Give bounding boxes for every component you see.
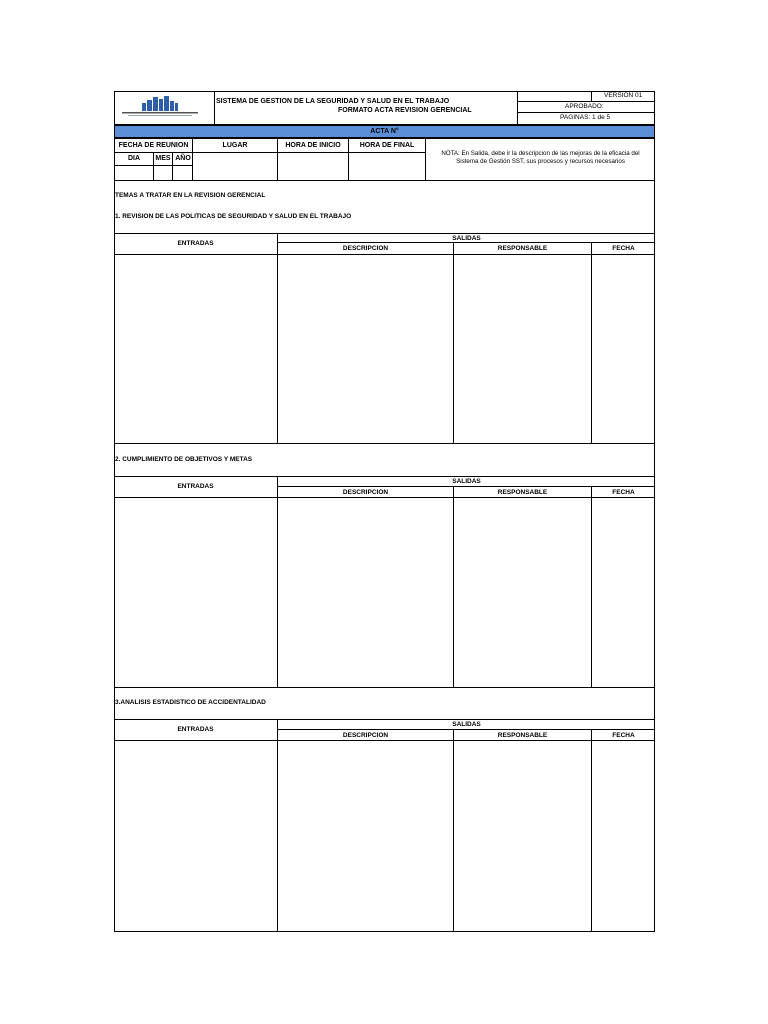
anio-label: AÑO (175, 155, 191, 162)
version-text: VERSION 01 (604, 92, 643, 99)
mes-label: MES (155, 155, 171, 162)
nota-line-2: Sistema de Gestión SST, sus procesos y recursos necesarios (456, 158, 625, 165)
company-logo (114, 91, 214, 123)
fecha-label-1: FECHA (612, 245, 635, 252)
acta-label: ACTA N° (370, 128, 399, 135)
paginas-text: PAGINAS: 1 de 5 (560, 114, 611, 121)
salidas-label-1: SALIDAS (452, 235, 481, 242)
aprobado-text: APROBADO: (565, 103, 604, 110)
fecha-label-3: FECHA (612, 732, 635, 739)
frame-bottom (114, 931, 655, 932)
section-title-2: 2. CUMPLIMIENTO DE OBJETIVOS Y METAS (115, 456, 253, 463)
lugar-label: LUGAR (222, 142, 248, 149)
nota-line-1: NOTA: En Salida, debe ir la descripcion de las mejoras de la eficacia del (441, 150, 640, 157)
entradas-label-1: ENTRADAS (177, 240, 214, 247)
responsable-label-3: RESPONSABLE (497, 732, 548, 739)
frame-left (114, 181, 115, 932)
header-title-2: FORMATO ACTA REVISION GERENCIAL (338, 107, 472, 114)
entradas-label-2: ENTRADAS (177, 483, 214, 490)
logo-cell (114, 91, 215, 125)
hora-inicio-label: HORA DE INICIO (285, 142, 341, 149)
responsable-label-2: RESPONSABLE (497, 489, 548, 496)
section-title-3: 3.ANALISIS ESTADISTICO DE ACCIDENTALIDAD (115, 699, 266, 706)
frame-right (654, 181, 655, 932)
salidas-label-3: SALIDAS (452, 721, 481, 728)
hora-final-label: HORA DE FINAL (359, 142, 415, 149)
fecha-label-2: FECHA (612, 489, 635, 496)
temas-title: TEMAS A TRATAR EN LA REVISION GERENCIAL (115, 192, 266, 199)
section-title-1: 1. REVISION DE LAS POLITICAS DE SEGURIDAD Y SALUD EN EL TRABAJO (115, 213, 352, 220)
responsable-label-1: RESPONSABLE (497, 245, 548, 252)
header-title-1: SISTEMA DE GESTION DE LA SEGURIDAD Y SALUD EN EL TRABAJO (216, 98, 450, 105)
descripcion-label-2: DESCRIPCION (342, 489, 389, 496)
descripcion-label-1: DESCRIPCION (342, 245, 389, 252)
entradas-label-3: ENTRADAS (177, 726, 214, 733)
salidas-label-2: SALIDAS (452, 478, 481, 485)
descripcion-label-3: DESCRIPCION (342, 732, 389, 739)
fecha-reunion-label: FECHA DE REUNION (118, 142, 189, 149)
dia-label: DIA (127, 155, 141, 162)
